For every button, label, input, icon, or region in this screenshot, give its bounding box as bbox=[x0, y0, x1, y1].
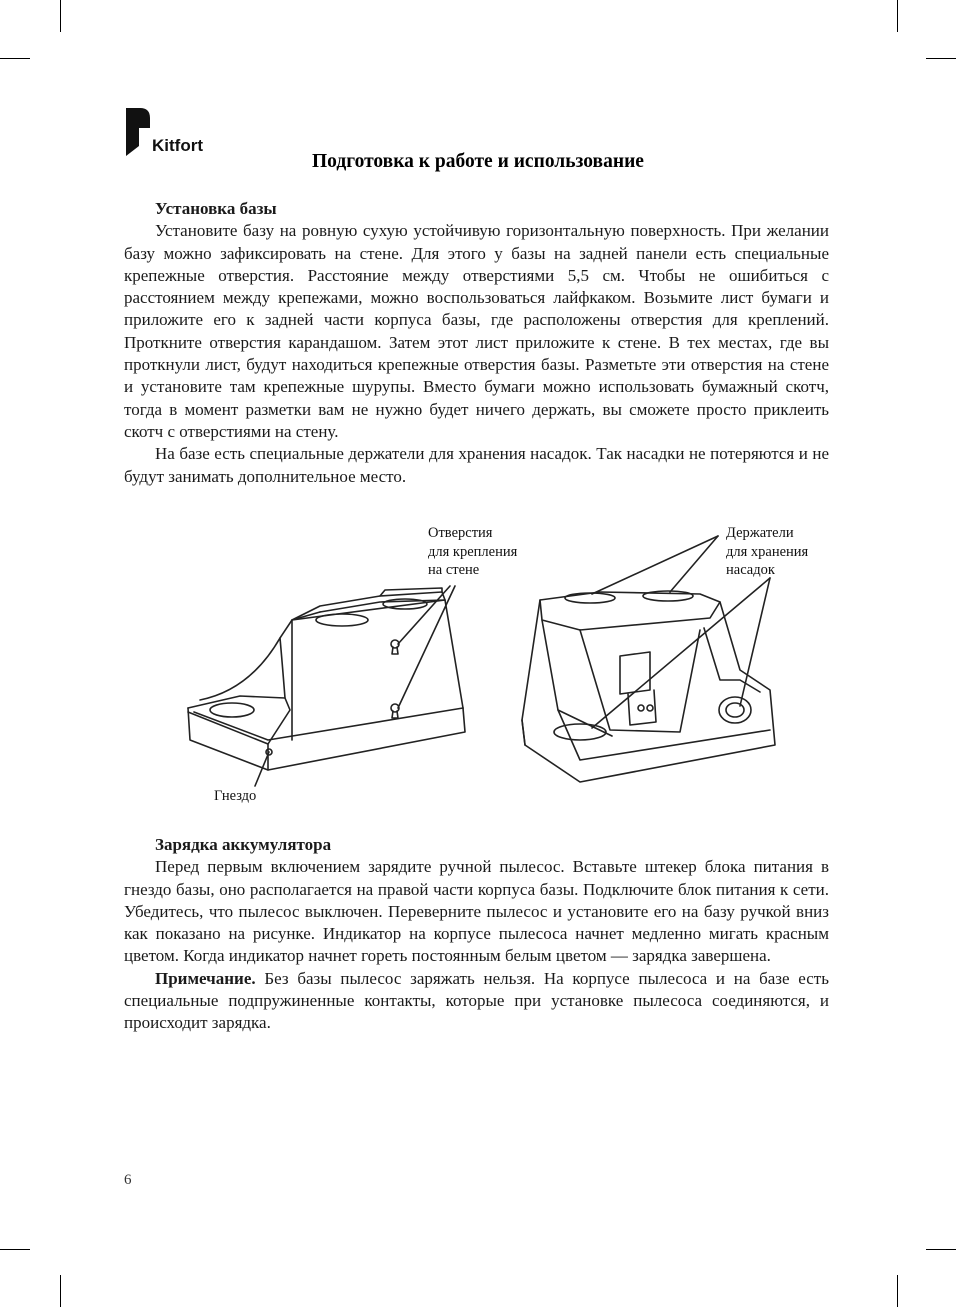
page-number: 6 bbox=[124, 1172, 132, 1188]
note-label: Примечание. bbox=[155, 968, 256, 988]
crop-mark bbox=[926, 58, 956, 59]
note-paragraph bbox=[124, 968, 829, 1035]
caption-mounting-holes: Отверстия для крепления на стене bbox=[428, 525, 518, 578]
crop-mark bbox=[926, 1249, 956, 1250]
base-illustration bbox=[180, 520, 840, 810]
paragraph: На базе есть специальные держатели для хранения насадок. Так насадки не потеряются и не будут занимать дополнительное место. bbox=[124, 444, 829, 486]
crop-mark bbox=[897, 1275, 898, 1307]
crop-mark bbox=[60, 1275, 61, 1307]
caption-attachment-holders: Держатели для хранения насадок bbox=[726, 525, 809, 578]
section-heading: Зарядка аккумулятора bbox=[155, 835, 332, 854]
paragraph: Установите базу на ровную сухую устойчивую горизонтальную поверхность. При желании базу можно зафиксировать на стене. Для этого у базы на задней панели есть специальные крепежные отверстия. Расстояние между отверстиями 5,5 см. Чтобы не ошибиться с расстоянием между крепежами, можно воспользоваться лайфкаком. Возьмите лист бумаги и приложите его к задней части корпуса базы, где расположены отверстия для креплений. Проткните отверстия карандашом. Затем этот лист приложите к стене. В тех местах, где вы проткнули лист, будут находиться крепежные отверстия базы. Разметьте эти отверстия на стене и установите там крепежные шурупы. Вместо бумаги можно использовать бумажный скотч, тогда в момент разметки вам не нужно будет ничего держать, вы сможете просто приклеить скотч с отверстиями на стену. bbox=[124, 221, 829, 441]
crop-mark bbox=[0, 58, 30, 59]
crop-mark bbox=[897, 0, 898, 32]
kitfort-k-icon bbox=[126, 108, 150, 156]
note-text: Без базы пылесос заряжать нельзя. На корпусе пылесоса и на базе есть специальные подпружиненные контакты, которые при установке пылесоса соединяются, и происходит зарядка. bbox=[124, 968, 829, 1033]
crop-mark bbox=[0, 1249, 30, 1250]
section-installation bbox=[124, 198, 829, 488]
crop-mark bbox=[60, 0, 61, 32]
brand-name: Kitfort bbox=[152, 136, 203, 155]
page-title: Подготовка к работе и использование bbox=[312, 151, 644, 172]
section-charging bbox=[124, 834, 829, 1035]
section-heading: Установка базы bbox=[155, 199, 277, 218]
caption-socket: Гнездо bbox=[214, 788, 257, 804]
paragraph: Перед первым включением зарядите ручной пылесос. Вставьте штекер блока питания в гнездо базы, оно располагается на правой части корпуса базы. Подключите блок питания к сети. Убедитесь, что пылесос выключен. Переверните пылесос и установите его на базу ручкой вниз как показано на рисунке. Индикатор на корпусе пылесоса начнет медленно мигать красным цветом. Когда индикатор начнет гореть постоянным белым цветом — зарядка завершена. bbox=[124, 857, 829, 966]
brand-logo bbox=[126, 108, 203, 156]
base-rear-view bbox=[188, 586, 465, 786]
